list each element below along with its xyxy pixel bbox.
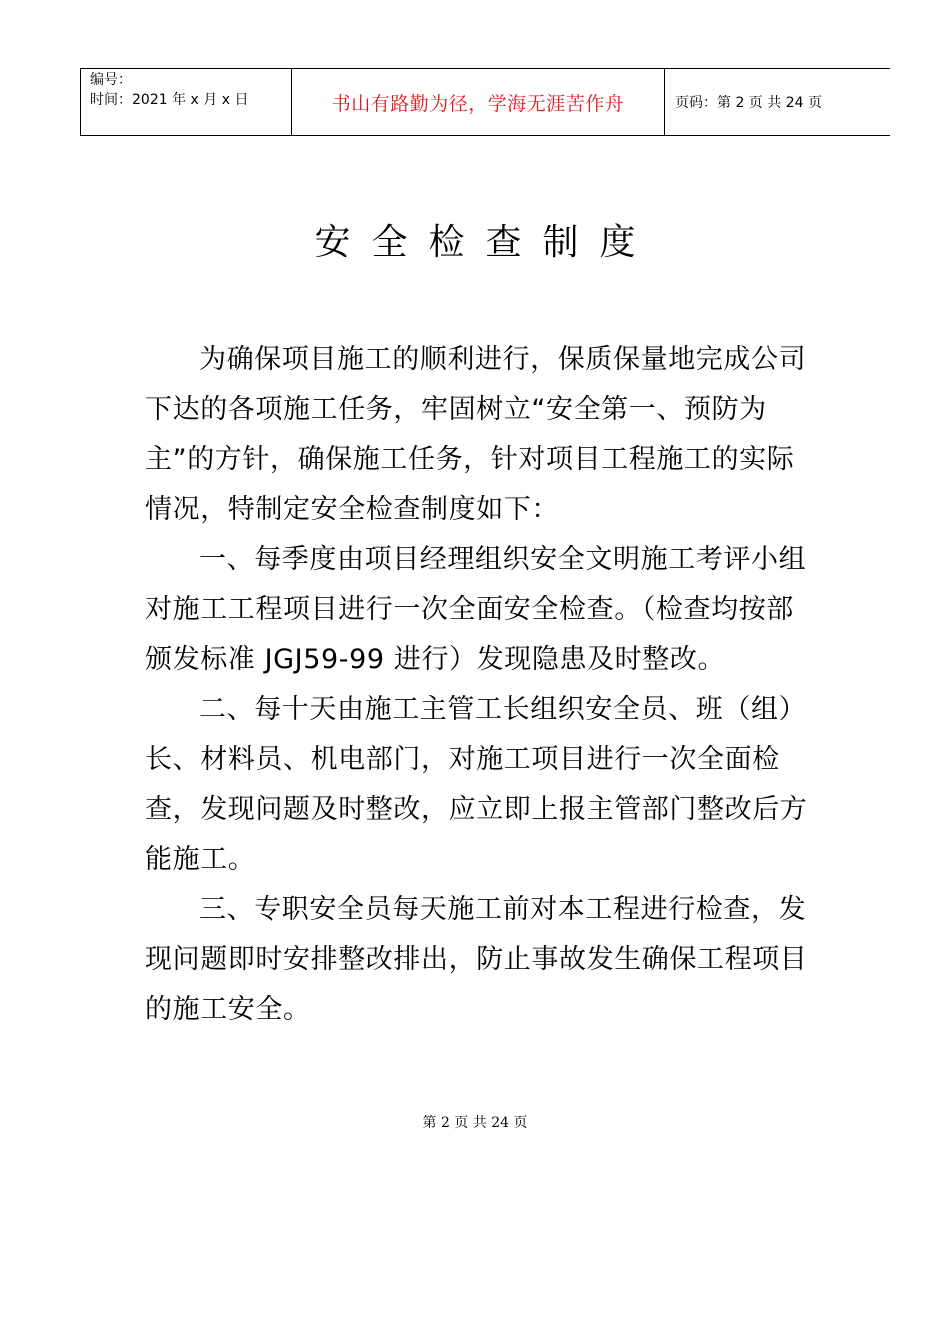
rule-paragraph-3: 三、专职安全员每天施工前对本工程进行检查，发现问题即时安排整改排出，防止事故发生确保工程项目的施工安全。 (145, 894, 808, 1025)
document-title: 安全检查制度 (314, 222, 657, 263)
header-page-number: 页码：第 2 页 共 24 页 (665, 69, 891, 136)
document-time-label: 时间：2021 年 x 月 x 日 (90, 92, 249, 108)
page-footer: 第 2 页 共 24 页 (422, 1115, 528, 1131)
rule-paragraph-2: 二、每十天由施工主管工长组织安全员、班（组）长、材料员、机电部门，对施工项目进行一次全面检查，发现问题及时整改，应立即上报主管部门整改后方能施工。 (145, 694, 808, 875)
document-body (145, 335, 815, 1035)
document-number-label: 编号： (90, 72, 132, 88)
header-info-cell (81, 69, 292, 136)
header-motto: 书山有路勤为径，学海无涯苦作舟 (292, 69, 665, 136)
rule-paragraph-1: 一、每季度由项目经理组织安全文明施工考评小组对施工工程项目进行一次全面安全检查。（检查均按部颁发标准 JGJ59-99 进行）发现隐患及时整改。 (145, 544, 807, 675)
intro-paragraph: 为确保项目施工的顺利进行，保质保量地完成公司下达的各项施工任务，牢固树立“安全第一、预防为主”的方针，确保施工任务，针对项目工程施工的实际情况，特制定安全检查制度如下： (145, 344, 807, 525)
header-table (80, 68, 890, 136)
